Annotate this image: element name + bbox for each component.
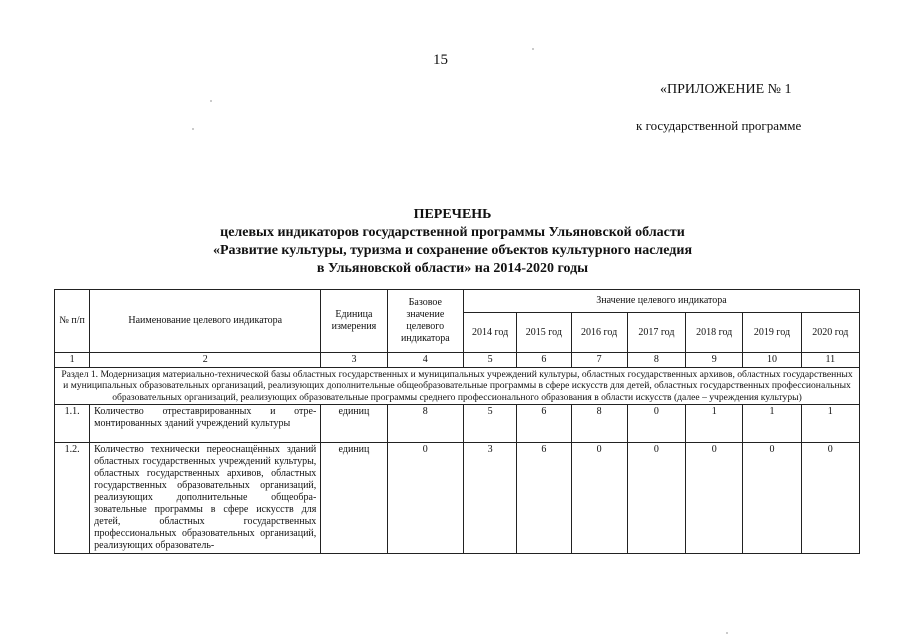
row-num: 1.1. — [55, 405, 90, 443]
column-number: 4 — [387, 353, 463, 368]
row-value: 8 — [571, 405, 627, 443]
row-value: 0 — [801, 443, 859, 554]
indicators-table — [54, 289, 860, 554]
document-title — [160, 206, 745, 278]
header-name: Наименование целевого индикатора — [90, 290, 321, 353]
appendix-label: «ПРИЛОЖЕНИЕ № 1 — [660, 82, 792, 97]
section-row — [55, 368, 860, 405]
header-year: 2014 год — [463, 313, 516, 353]
row-value: 0 — [743, 443, 801, 554]
header-row-1 — [55, 290, 860, 313]
column-number: 9 — [686, 353, 743, 368]
row-value: 0 — [686, 443, 743, 554]
page-number: 15 — [433, 52, 448, 68]
table-row — [55, 443, 860, 554]
header-base: Базовое значение целевого индикатора — [387, 290, 463, 353]
row-value: 6 — [517, 443, 571, 554]
row-value: 3 — [463, 443, 516, 554]
row-value: 6 — [517, 405, 571, 443]
header-year: 2016 год — [571, 313, 627, 353]
header-year: 2015 год — [517, 313, 571, 353]
table-row — [55, 405, 860, 443]
column-number: 6 — [517, 353, 571, 368]
appendix-subtitle: к государственной программе — [636, 118, 802, 133]
scan-speck — [210, 100, 212, 102]
row-value: 0 — [627, 443, 685, 554]
row-value: 1 — [801, 405, 859, 443]
header-unit: Единица измерения — [321, 290, 387, 353]
title-line-1: ПЕРЕЧЕНЬ — [413, 207, 492, 222]
column-number-row — [55, 353, 860, 368]
header-year: 2017 год — [627, 313, 685, 353]
column-number: 7 — [571, 353, 627, 368]
scan-speck — [192, 128, 194, 130]
title-line-4: в Ульяновской области» на 2014-2020 годы — [316, 261, 589, 276]
header-year: 2020 год — [801, 313, 859, 353]
column-number: 5 — [463, 353, 516, 368]
row-unit: единиц — [321, 405, 387, 443]
header-year: 2018 год — [686, 313, 743, 353]
row-base: 0 — [387, 443, 463, 554]
row-value: 0 — [571, 443, 627, 554]
column-number: 11 — [801, 353, 859, 368]
row-num: 1.2. — [55, 443, 90, 554]
row-name: Количество отреставрированных и отремонтированных зданий учреждений культуры — [90, 405, 321, 443]
column-number: 8 — [627, 353, 685, 368]
column-number: 2 — [90, 353, 321, 368]
column-number: 1 — [55, 353, 90, 368]
row-value: 5 — [463, 405, 516, 443]
scan-speck — [726, 632, 728, 634]
row-unit: единиц — [321, 443, 387, 554]
column-number: 10 — [743, 353, 801, 368]
title-line-3: «Развитие культуры, туризма и сохранение объектов культурного наследия — [212, 243, 693, 258]
header-num: № п/п — [55, 290, 90, 353]
row-value: 0 — [627, 405, 685, 443]
row-value: 1 — [686, 405, 743, 443]
row-name: Количество технически переоснащённых зданий областных государственных учреждений культуры, областных государственных архивов, областных государственных образовательных организаций, реализующих дополнительные общеобразовательные программы в сфере искусств для детей, областных государственных профессиональных образовательных организаций, реализующих образователь- — [90, 443, 321, 554]
row-value: 1 — [743, 405, 801, 443]
column-number: 3 — [321, 353, 387, 368]
row-base: 8 — [387, 405, 463, 443]
section-heading: Раздел 1. Модернизация материально-технической базы областных государственных и муниципальных учреждений культуры, областных государственных архивов, областных государственных и муниципальных образовательных организаций, реализующих дополнительные общеобразовательные программы в сфере искусств для детей, областных государственных профессиональных образовательных организаций, реализующих образовательные программы среднего профессионального образования в области искусств (далее – учреждения культуры) — [55, 368, 860, 405]
scan-speck — [532, 48, 534, 50]
header-year: 2019 год — [743, 313, 801, 353]
title-line-2: целевых индикаторов государственной программы Ульяновской области — [220, 225, 685, 240]
header-target: Значение целевого индикатора — [463, 290, 859, 313]
